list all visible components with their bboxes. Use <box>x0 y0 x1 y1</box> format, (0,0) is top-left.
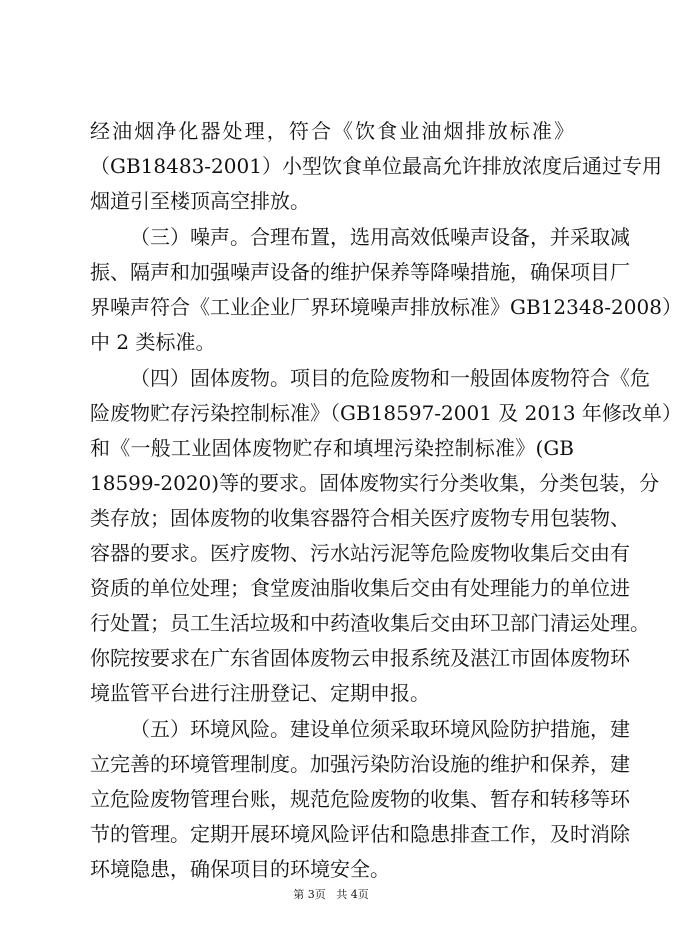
text-line: 类存放；固体废物的收集容器符合相关医疗废物专用包装物、 <box>90 506 630 530</box>
text-line: （四）固体废物。项目的危险废物和一般固体废物符合《危 <box>130 366 650 390</box>
page-suffix: 页 <box>314 888 326 901</box>
page-prefix: 第 <box>293 888 305 901</box>
text-line: 中 2 类标准。 <box>90 330 216 354</box>
text-line: 和《一般工业固体废物贮存和填埋污染控制标准》(GB <box>90 436 574 460</box>
total-pages: 4 <box>350 888 358 901</box>
text-line: 立危险废物管理台账，规范危险废物的收集、暂存和转移等环 <box>90 787 630 811</box>
text-line: 你院按要求在广东省固体废物云申报系统及湛江市固体废物环 <box>90 646 630 670</box>
total-prefix: 共 <box>336 888 348 901</box>
text-line: 资质的单位处理；食堂废油脂收集后交由有处理能力的单位进 <box>90 576 630 600</box>
text-line: 节的管理。定期开展环境风险评估和隐患排查工作，及时消除 <box>90 822 630 846</box>
text-line: （三）噪声。合理布置，选用高效低噪声设备，并采取减 <box>130 225 630 249</box>
text-line: 行处置；员工生活垃圾和中药渣收集后交由环卫部门清运处理。 <box>90 611 650 635</box>
text-line: 界噪声符合《工业企业厂界环境噪声排放标准》GB12348-2008） <box>90 295 682 319</box>
text-line: （五）环境风险。建设单位须采取环境风险防护措施，建 <box>130 717 630 741</box>
text-line: 18599-2020)等的要求。固体废物实行分类收集，分类包装，分 <box>90 471 660 495</box>
text-line: 经油烟净化器处理，符合《饮食业油烟排放标准》 <box>90 119 574 143</box>
total-suffix: 页 <box>357 888 369 901</box>
text-line: 环境隐患，确保项目的环境安全。 <box>90 857 390 881</box>
text-line: 容器的要求。医疗废物、污水站污泥等危险废物收集后交由有 <box>90 541 630 565</box>
page-footer <box>0 888 662 902</box>
text-line: 烟道引至楼顶高空排放。 <box>90 189 310 213</box>
page-number: 3 <box>307 888 315 901</box>
text-line: 险废物贮存污染控制标准》（GB18597-2001 及 2013 年修改单） <box>90 401 682 425</box>
text-line: （GB18483-2001）小型饮食单位最高允许排放浓度后通过专用 <box>90 154 662 178</box>
text-line: 立完善的环境管理制度。加强污染防治设施的维护和保养，建 <box>90 752 630 776</box>
text-line: 境监管平台进行注册登记、定期申报。 <box>90 681 430 705</box>
text-line: 振、隔声和加强噪声设备的维护保养等降噪措施，确保项目厂 <box>90 260 630 284</box>
